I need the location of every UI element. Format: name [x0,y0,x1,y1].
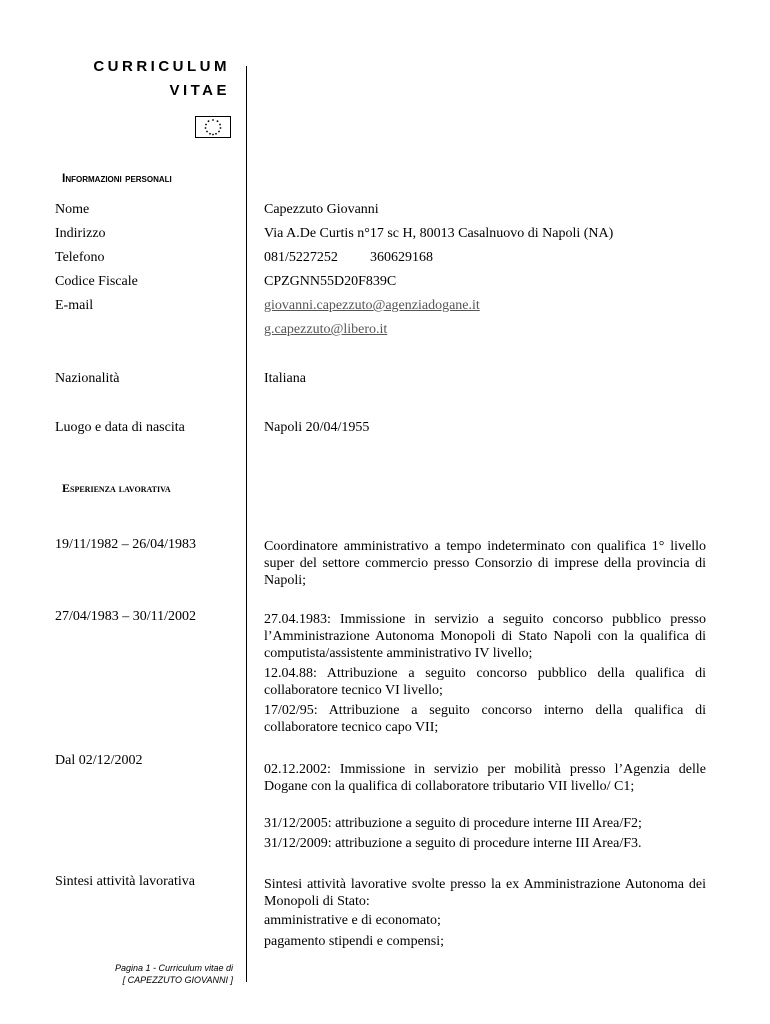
value-telefono-2: 360629168 [370,250,433,265]
experience-paragraph: amministrative e di economato; [264,913,441,928]
experience-paragraph: 31/12/2009: attribuzione a seguito di procedure interne III Area/F3. [264,836,642,851]
experience-paragraph: Sintesi attività lavorative svolte presso la ex Amministrazione Autonoma dei Monopoli di Stato: [264,877,706,909]
value-nazionalita: Italiana [264,371,306,386]
experience-paragraph: Coordinatore amministrativo a tempo indeterminato con qualifica 1° livello super del settore commercio presso Consorzio di imprese della provincia di Napoli; [264,539,706,588]
value-nascita: Napoli 20/04/1955 [264,420,370,435]
experience-period: 19/11/1982 – 26/04/1983 [55,537,197,552]
experience-paragraph: 12.04.88: Attribuzione a seguito concorso pubblico della qualifica di collaboratore tecnico VI livello; [264,666,706,698]
label-telefono: Telefono [55,250,105,265]
label-nome: Nome [55,202,90,217]
experience-paragraph: 17/02/95: Attribuzione a seguito concorso interno della qualifica di collaboratore tecnico capo VII; [264,703,706,735]
experience-paragraph: pagamento stipendi e compensi; [264,934,445,949]
label-email: E-mail [55,298,94,313]
email-link-2[interactable]: g.capezzuto@libero.it [264,322,388,337]
experience-paragraph: 27.04.1983: Immissione in servizio a seguito concorso pubblico presso l’Amministrazione Autonoma Monopoli di Stato Napoli con la qualifica di computista/assistente amministrativo IV livello; [264,612,706,661]
experience-paragraph: 02.12.2002: Immissione in servizio per mobilità presso l’Agenzia delle Dogane con la qualifica di collaboratore tributario VII livello/ C1; [264,762,706,794]
email-link-1[interactable]: giovanni.capezzuto@agenziadogane.it [264,298,480,313]
value-codice-fiscale: CPZGNN55D20F839C [264,274,397,289]
page-footer [115,962,233,986]
personal-info-heading: Informazioni personali [62,171,172,185]
experience-period: 27/04/1983 – 30/11/2002 [55,609,197,624]
experience-paragraph: 31/12/2005: attribuzione a seguito di procedure interne III Area/F2; [264,816,642,831]
eu-flag-icon [195,116,231,138]
footer-line-2: [ CAPEZZUTO GIOVANNI ] [122,975,233,985]
cv-title-line1: CURRICULUM [93,58,230,75]
label-indirizzo: Indirizzo [55,226,106,241]
value-nome: Capezzuto Giovanni [264,202,379,217]
cv-title-line2: VITAE [169,82,230,99]
experience-period: Dal 02/12/2002 [55,753,143,768]
label-nascita: Luogo e data di nascita [55,420,185,435]
label-codice-fiscale: Codice Fiscale [55,274,138,289]
experience-heading: Esperienza lavorativa [62,481,171,495]
experience-period: Sintesi attività lavorativa [55,874,195,889]
value-telefono-1: 081/5227252 [264,250,338,265]
label-nazionalita: Nazionalità [55,371,120,386]
vertical-divider [246,66,247,982]
value-indirizzo: Via A.De Curtis n°17 sc H, 80013 Casalnuovo di Napoli (NA) [264,226,614,241]
footer-line-1: Pagina 1 - Curriculum vitae di [114,963,233,973]
